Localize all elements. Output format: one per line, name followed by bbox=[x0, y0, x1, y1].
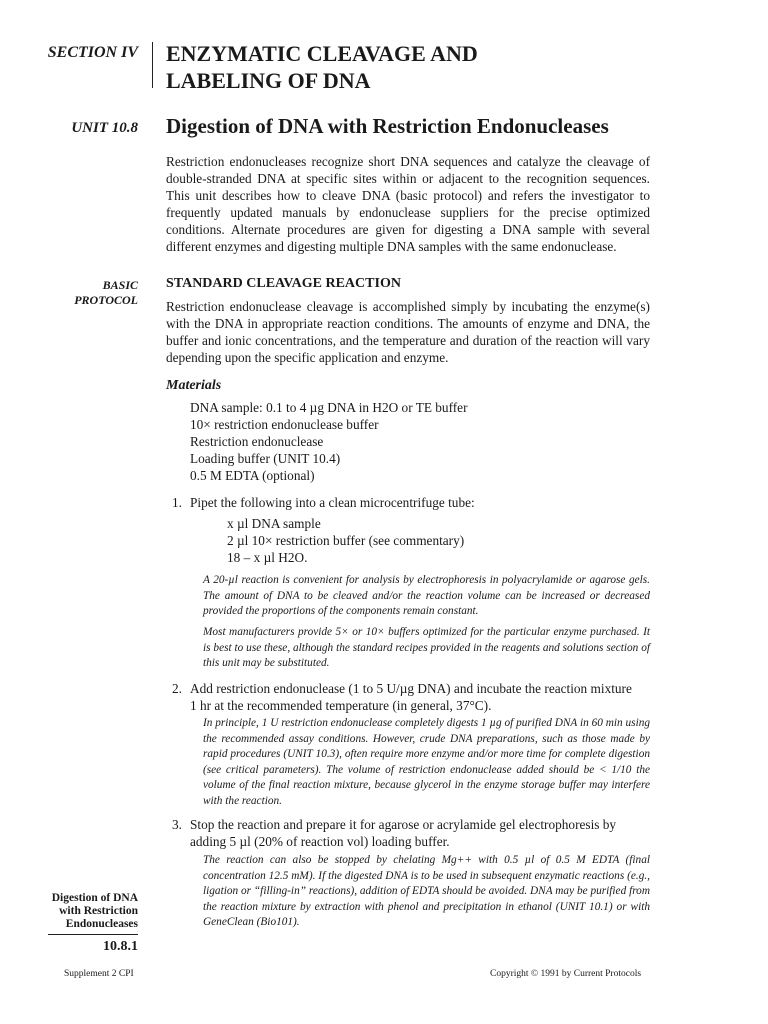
protocol-label-line1: BASIC bbox=[102, 278, 138, 292]
materials-list bbox=[190, 399, 468, 484]
protocol-label bbox=[30, 278, 138, 308]
step-number: 3. bbox=[172, 817, 182, 832]
protocol-paragraph: Restriction endonuclease cleavage is accomplished simply by incubating the enzyme(s) with the DNA in appropriate reaction conditions. The amounts of enzyme and DNA, the buffer and ionic concentrations, and the temperature and duration of the reaction will vary depending upon the specific application and enzyme. bbox=[166, 299, 650, 365]
step-1-note-1: A 20-µl reaction is convenient for analysis by electrophoresis in polyacrylamide or agarose gels. The amount of DNA to be cleaved and/or the reaction volume can be increased or decreased provided the proportions of the components remain constant. bbox=[203, 574, 650, 618]
step-text-line2: adding 5 µl (20% of reaction vol) loading buffer. bbox=[190, 834, 450, 849]
step-2-note: In principle, 1 U restriction endonuclease completely digests 1 µg of purified DNA in 60 min using the recommended assay conditions. However, crude DNA preparations, such as those made by rapid procedures (UNIT 10.3), often require more enzyme and/or more time for complete digestion (see critical parameters). The volume of restriction endonuclease added should be < 1/10 the volume of the final reaction mixture, because glycerol in the enzyme storage buffer may interfere with the reaction. bbox=[203, 717, 650, 807]
step-3 bbox=[172, 816, 650, 850]
materials-heading: Materials bbox=[166, 378, 222, 393]
step-1-note-2: Most manufacturers provide 5× or 10× buffers optimized for the particular enzyme purchased. It is best to use these, although the standard recipes provided in the reagents and solutions section of this unit may be substituted. bbox=[203, 626, 650, 670]
protocol-heading: STANDARD CLEAVAGE REACTION bbox=[166, 276, 401, 291]
section-title-line1: ENZYMATIC CLEAVAGE AND bbox=[166, 41, 478, 66]
section-label: SECTION IV bbox=[47, 44, 138, 61]
materials-item: Loading buffer (UNIT 10.4) bbox=[190, 451, 341, 466]
pipet-item: 2 µl 10× restriction buffer (see commentary) bbox=[227, 533, 465, 548]
supplement-label: Supplement 2 CPI bbox=[64, 969, 134, 979]
section-divider-line bbox=[152, 42, 153, 88]
step-1 bbox=[172, 494, 650, 511]
section-title bbox=[166, 40, 726, 94]
pipet-item: 18 – x µl H2O. bbox=[227, 550, 308, 565]
pipet-list bbox=[227, 515, 464, 566]
protocol-label-line2: PROTOCOL bbox=[74, 293, 138, 307]
step-text-line1: Stop the reaction and prepare it for agarose or acrylamide gel electrophoresis by bbox=[190, 817, 617, 832]
footer-label-line3: Endonucleases bbox=[65, 918, 138, 930]
unit-label: UNIT 10.8 bbox=[71, 120, 138, 136]
intro-paragraph: Restriction endonucleases recognize short DNA sequences and catalyze the cleavage of double-stranded DNA at specific sites within or adjacent to the recognition sequences. This unit describes how to cleave DNA (basic protocol) and refers the investigator to frequently updated manuals by endonuclease suppliers for the precise optimized conditions. Alternate procedures are given for digesting a DNA sample with several different enzymes and digesting multiple DNA samples with the same endonuclease. bbox=[166, 154, 650, 254]
page-number: 10.8.1 bbox=[103, 939, 138, 954]
step-number: 2. bbox=[172, 681, 182, 696]
materials-item: Restriction endonuclease bbox=[190, 434, 324, 449]
step-text-line2: 1 hr at the recommended temperature (in general, 37°C). bbox=[190, 698, 492, 713]
step-text: Pipet the following into a clean microcentrifuge tube: bbox=[190, 495, 475, 510]
step-2 bbox=[172, 680, 650, 714]
section-title-line2: LABELING OF DNA bbox=[166, 68, 371, 93]
footer-label-line1: Digestion of DNA bbox=[51, 892, 138, 904]
footer-divider bbox=[48, 934, 138, 935]
running-footer-title bbox=[30, 892, 138, 931]
materials-item: DNA sample: 0.1 to 4 µg DNA in H2O or TE buffer bbox=[190, 400, 468, 415]
copyright: Copyright © 1991 by Current Protocols bbox=[490, 969, 642, 979]
materials-item: 10× restriction endonuclease buffer bbox=[190, 417, 379, 432]
pipet-item: x µl DNA sample bbox=[227, 516, 321, 531]
footer-label-line2: with Restriction bbox=[59, 905, 138, 917]
materials-item: 0.5 M EDTA (optional) bbox=[190, 468, 315, 483]
step-3-note: The reaction can also be stopped by chelating Mg++ with 0.5 µl of 0.5 M EDTA (final concentration 12.5 mM). If the digested DNA is to be used in subsequent enzymatic reactions (e.g., ligation or “filling-in” reactions), addition of EDTA should be avoided. DNA may be purified from the reaction mixture by extraction with phenol and precipitation in ethanol (UNIT 10.1) or with GeneClean (Bio101). bbox=[203, 854, 650, 929]
step-text-line1: Add restriction endonuclease (1 to 5 U/µg DNA) and incubate the reaction mixture bbox=[190, 681, 632, 696]
unit-title: Digestion of DNA with Restriction Endonucleases bbox=[166, 114, 609, 138]
step-number: 1. bbox=[172, 495, 182, 510]
